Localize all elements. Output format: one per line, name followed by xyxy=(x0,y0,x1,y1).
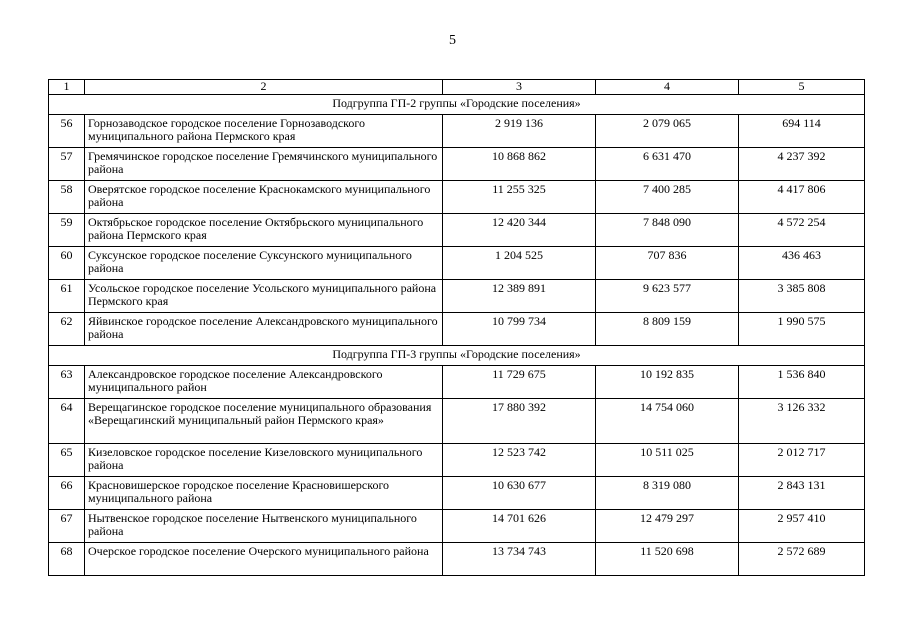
settlement-name: Александровское городское поселение Александровского муниципального район xyxy=(85,366,443,399)
value-column-3: 12 420 344 xyxy=(443,214,596,247)
column-number: 4 xyxy=(596,80,739,95)
subgroup-title: Подгруппа ГП-3 группы «Городские поселения» xyxy=(49,346,865,366)
value-column-3: 10 799 734 xyxy=(443,313,596,346)
table-body xyxy=(49,80,865,576)
row-number: 66 xyxy=(49,477,85,510)
value-column-4: 7 848 090 xyxy=(596,214,739,247)
page-number: 5 xyxy=(449,33,456,48)
row-number: 56 xyxy=(49,115,85,148)
table-row xyxy=(49,181,865,214)
table-row xyxy=(49,280,865,313)
subgroup-header-row xyxy=(49,346,865,366)
row-number: 59 xyxy=(49,214,85,247)
settlement-name: Усольское городское поселение Усольского муниципального района Пермского края xyxy=(85,280,443,313)
value-column-5: 2 843 131 xyxy=(739,477,865,510)
value-column-4: 2 079 065 xyxy=(596,115,739,148)
settlement-name: Красновишерское городское поселение Красновишерского муниципального района xyxy=(85,477,443,510)
value-column-5: 436 463 xyxy=(739,247,865,280)
value-column-4: 6 631 470 xyxy=(596,148,739,181)
table-row xyxy=(49,247,865,280)
subgroup-title: Подгруппа ГП-2 группы «Городские поселения» xyxy=(49,95,865,115)
row-number: 58 xyxy=(49,181,85,214)
value-column-5: 3 385 808 xyxy=(739,280,865,313)
row-number: 67 xyxy=(49,510,85,543)
value-column-5: 1 536 840 xyxy=(739,366,865,399)
value-column-3: 2 919 136 xyxy=(443,115,596,148)
table-row xyxy=(49,148,865,181)
value-column-5: 2 012 717 xyxy=(739,444,865,477)
settlement-name: Суксунское городское поселение Суксунского муниципального района xyxy=(85,247,443,280)
value-column-3: 12 389 891 xyxy=(443,280,596,313)
value-column-5: 4 572 254 xyxy=(739,214,865,247)
value-column-4: 8 319 080 xyxy=(596,477,739,510)
table-row xyxy=(49,543,865,576)
settlement-name: Кизеловское городское поселение Кизеловского муниципального района xyxy=(85,444,443,477)
settlement-name: Октябрьское городское поселение Октябрьского муниципального района Пермского края xyxy=(85,214,443,247)
value-column-4: 12 479 297 xyxy=(596,510,739,543)
row-number: 61 xyxy=(49,280,85,313)
row-number: 60 xyxy=(49,247,85,280)
value-column-4: 9 623 577 xyxy=(596,280,739,313)
settlement-name: Верещагинское городское поселение муниципального образования «Верещагинский муниципальный район Пермского края» xyxy=(85,399,443,444)
value-column-3: 12 523 742 xyxy=(443,444,596,477)
table-row xyxy=(49,214,865,247)
row-number: 68 xyxy=(49,543,85,576)
value-column-4: 10 511 025 xyxy=(596,444,739,477)
value-column-5: 1 990 575 xyxy=(739,313,865,346)
value-column-3: 11 729 675 xyxy=(443,366,596,399)
settlement-name: Яйвинское городское поселение Александровского муниципального района xyxy=(85,313,443,346)
value-column-4: 7 400 285 xyxy=(596,181,739,214)
table-row xyxy=(49,477,865,510)
value-column-3: 1 204 525 xyxy=(443,247,596,280)
value-column-4: 8 809 159 xyxy=(596,313,739,346)
row-number: 63 xyxy=(49,366,85,399)
settlement-name: Гремячинское городское поселение Гремячинского муниципального района xyxy=(85,148,443,181)
value-column-5: 2 957 410 xyxy=(739,510,865,543)
settlement-name: Нытвенское городское поселение Нытвенского муниципального района xyxy=(85,510,443,543)
value-column-5: 3 126 332 xyxy=(739,399,865,444)
value-column-3: 13 734 743 xyxy=(443,543,596,576)
row-number: 64 xyxy=(49,399,85,444)
table-row xyxy=(49,399,865,444)
value-column-5: 4 417 806 xyxy=(739,181,865,214)
column-number: 1 xyxy=(49,80,85,95)
table-row xyxy=(49,510,865,543)
row-number: 65 xyxy=(49,444,85,477)
value-column-3: 10 630 677 xyxy=(443,477,596,510)
row-number: 57 xyxy=(49,148,85,181)
column-number: 2 xyxy=(85,80,443,95)
subgroup-header-row xyxy=(49,95,865,115)
column-number: 3 xyxy=(443,80,596,95)
table-row xyxy=(49,444,865,477)
settlement-name: Оверятское городское поселение Краснокамского муниципального района xyxy=(85,181,443,214)
row-number: 62 xyxy=(49,313,85,346)
value-column-3: 10 868 862 xyxy=(443,148,596,181)
table-row xyxy=(49,115,865,148)
value-column-4: 707 836 xyxy=(596,247,739,280)
value-column-4: 14 754 060 xyxy=(596,399,739,444)
value-column-4: 11 520 698 xyxy=(596,543,739,576)
value-column-5: 694 114 xyxy=(739,115,865,148)
value-column-5: 2 572 689 xyxy=(739,543,865,576)
value-column-4: 10 192 835 xyxy=(596,366,739,399)
table-row xyxy=(49,313,865,346)
column-number-row xyxy=(49,80,865,95)
value-column-3: 17 880 392 xyxy=(443,399,596,444)
settlement-name: Горнозаводское городское поселение Горнозаводского муниципального района Пермского края xyxy=(85,115,443,148)
settlements-table xyxy=(48,79,865,576)
value-column-5: 4 237 392 xyxy=(739,148,865,181)
value-column-3: 14 701 626 xyxy=(443,510,596,543)
column-number: 5 xyxy=(739,80,865,95)
settlement-name: Очерское городское поселение Очерского муниципального района xyxy=(85,543,443,576)
value-column-3: 11 255 325 xyxy=(443,181,596,214)
table-row xyxy=(49,366,865,399)
